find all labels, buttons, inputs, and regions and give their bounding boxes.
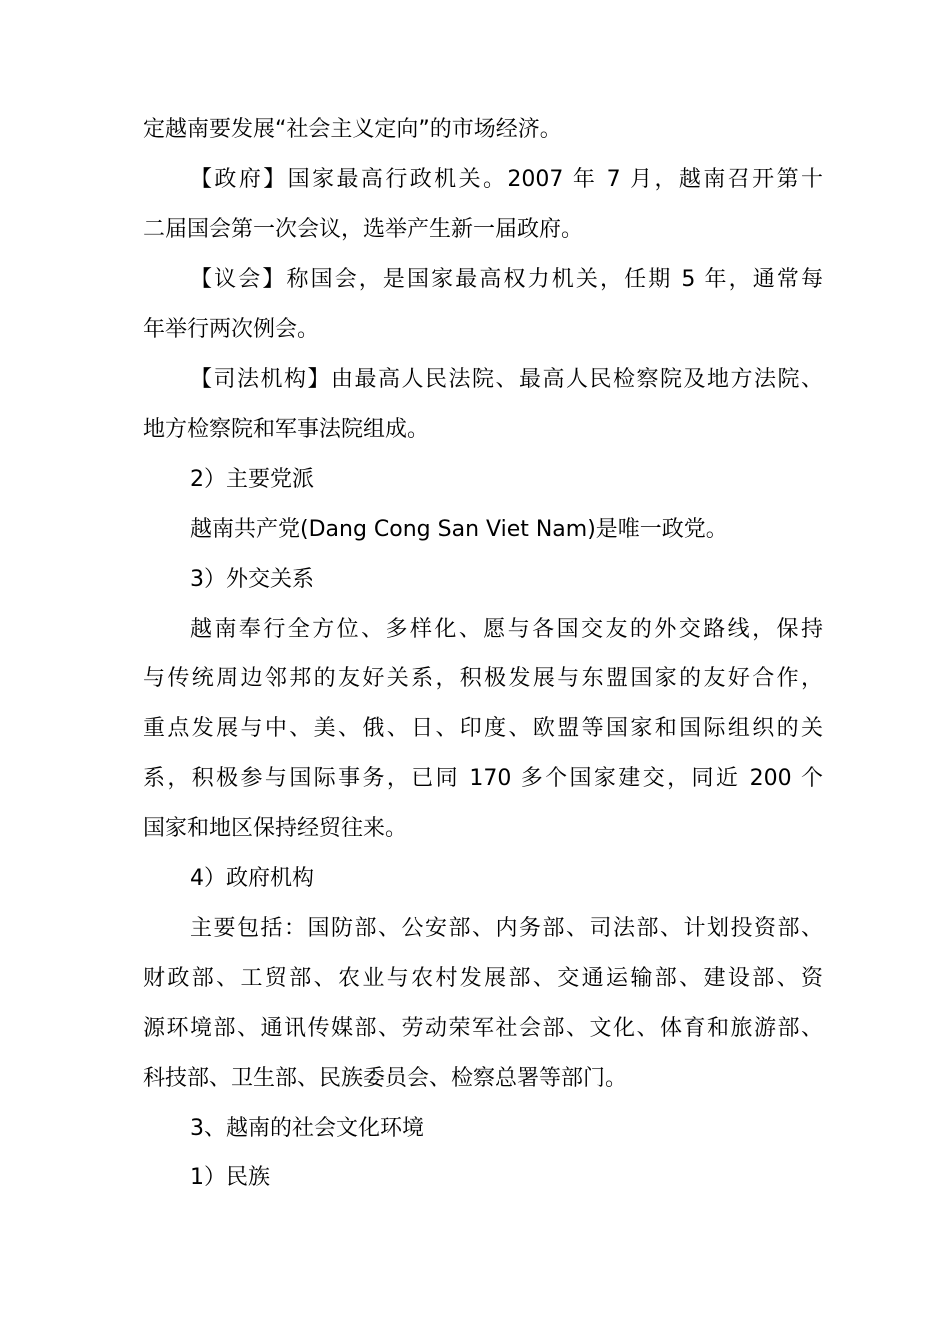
text-line: 越南奉行全方位、多样化、愿与各国交友的外交路线，保持 — [190, 617, 823, 642]
text-line: 主要包括：国防部、公安部、内务部、司法部、计划投资部、 — [190, 916, 823, 941]
section-heading: 3）外交关系 — [190, 567, 314, 592]
section-heading: 1）民族 — [190, 1165, 270, 1190]
text-line: 国家和地区保持经贸往来。 — [143, 816, 408, 841]
text-line: 与传统周边邻邦的友好关系，积极发展与东盟国家的友好合作， — [143, 666, 823, 691]
text-line: 科技部、卫生部、民族委员会、检察总署等部门。 — [143, 1066, 628, 1091]
text-line: 重点发展与中、美、俄、日、印度、欧盟等国家和国际组织的关 — [143, 716, 823, 741]
text-line: 二届国会第一次会议，选举产生新一届政府。 — [143, 217, 584, 242]
text-line: 【议会】称国会，是国家最高权力机关，任期 5 年，通常每 — [190, 267, 823, 292]
text-line: 定越南要发展“社会主义定向”的市场经济。 — [143, 117, 562, 142]
text-line: 系，积极参与国际事务，已同 170 多个国家建交，同近 200 个 — [143, 766, 823, 791]
text-line: 【政府】国家最高行政机关。2007 年 7 月，越南召开第十 — [190, 167, 823, 192]
text-line: 源环境部、通讯传媒部、劳动荣军社会部、文化、体育和旅游部、 — [143, 1016, 823, 1041]
text-line: 【司法机构】由最高人民法院、最高人民检察院及地方法院、 — [190, 367, 823, 392]
section-heading: 2）主要党派 — [190, 467, 314, 492]
text-line: 年举行两次例会。 — [143, 317, 320, 342]
text-line: 越南共产党(Dang Cong San Viet Nam)是唯一政党。 — [190, 517, 728, 542]
text-line: 财政部、工贸部、农业与农村发展部、交通运输部、建设部、资 — [143, 966, 823, 991]
section-heading: 4）政府机构 — [190, 866, 314, 891]
text-line: 地方检察院和军事法院组成。 — [143, 417, 430, 442]
section-heading: 3、越南的社会文化环境 — [190, 1116, 424, 1141]
